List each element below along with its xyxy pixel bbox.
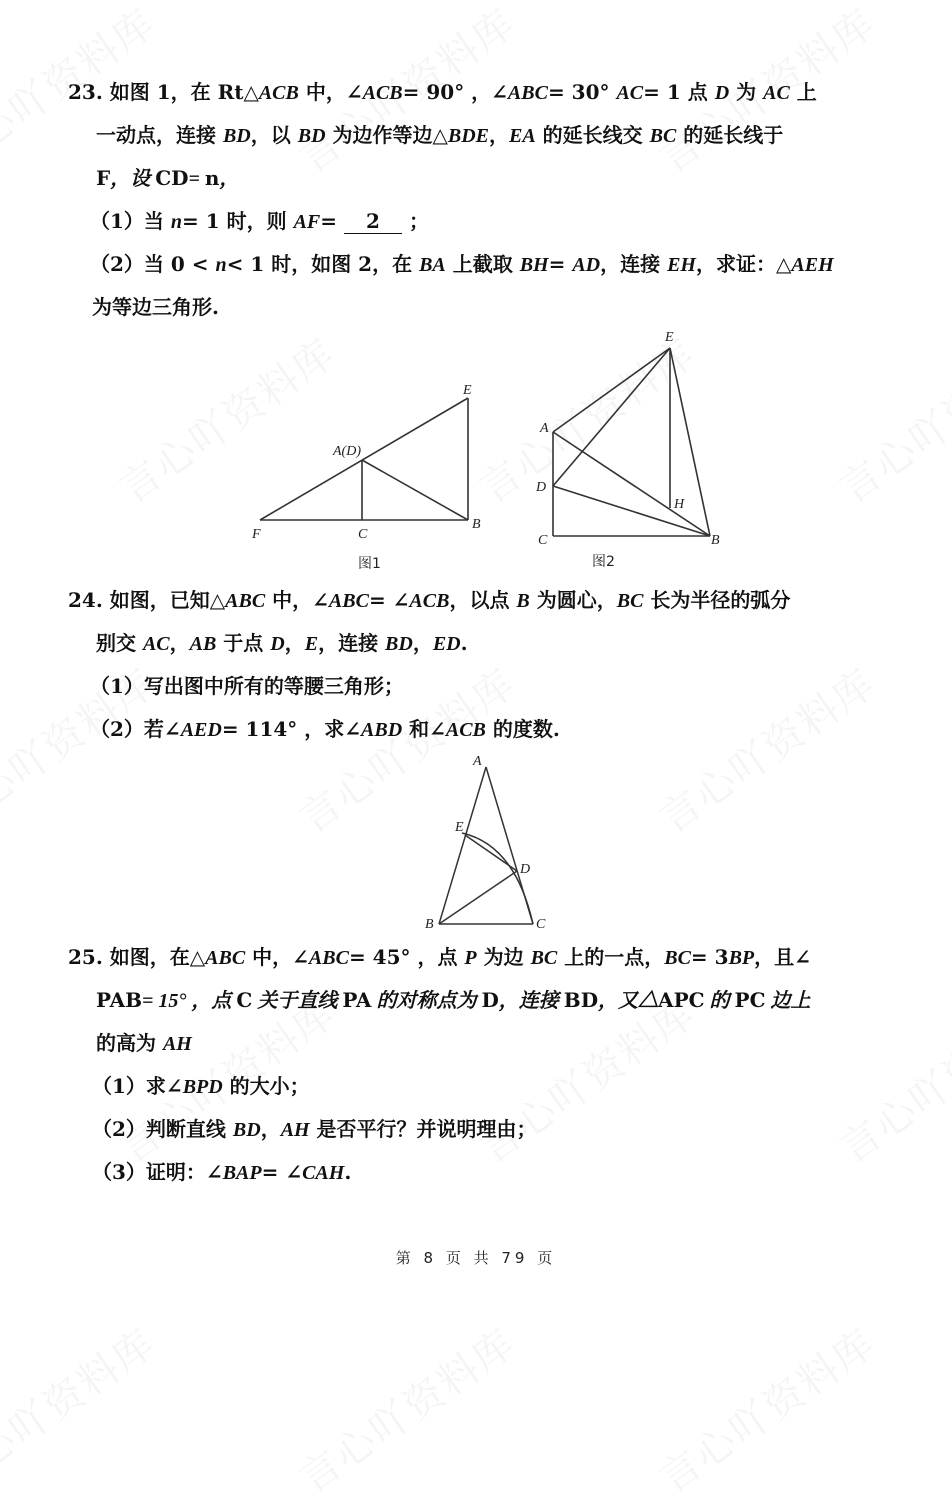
q25-part3: （3）证明：∠BAP= ∠CAH. — [92, 1160, 352, 1184]
q23-line2: 一动点，连接 BD，以 BD 为边作等边△BDE，EA 的延长线交 BC 的延长线于 — [96, 123, 784, 147]
fig1-label-c: C — [358, 527, 368, 542]
q24-part2: （2）若∠AED= 114° ，求∠ABD 和∠ACB 的度数. — [90, 717, 560, 741]
fig2-caption: 图2 — [592, 554, 615, 570]
q25-part1: （1）求∠BPD 的大小； — [92, 1074, 310, 1098]
q23-part2-line2: 为等边三角形. — [92, 295, 219, 319]
fig1-label-e: E — [463, 383, 472, 398]
fig2-label-b: B — [711, 533, 720, 548]
q23-part2-line1: （2）当 0 < n< 1 时，如图 2，在 BA 上截取 BH= AD，连接 EH，求证：△AEH — [90, 252, 834, 276]
fig2-label-e: E — [665, 330, 674, 345]
q25-line3: 的高为 AH — [96, 1031, 192, 1055]
fig24-label-c: C — [536, 917, 546, 932]
watermark-text — [286, 1313, 525, 1504]
q25-part2: （2）判断直线 BD，AH 是否平行？并说明理由； — [92, 1117, 537, 1141]
fig1-label-b: B — [472, 517, 481, 532]
q24-line1: 24. 如图，已知△ABC 中，∠ABC= ∠ACB，以点 B 为圆心，BC 长为半径的弧分 — [68, 588, 791, 612]
q23-line3: F，设 CD= n， — [96, 166, 240, 190]
q23-line1: 23. 如图 1，在 Rt△ACB 中，∠ACB= 90° ，∠ABC= 30° AC= 1 点 D 为 AC 上 — [68, 80, 817, 104]
fig2-label-h: H — [674, 497, 685, 512]
watermark-text — [646, 653, 885, 844]
fig2-label-c: C — [538, 533, 548, 548]
q24-figure — [400, 745, 570, 935]
q23-figure-1 — [240, 370, 510, 580]
watermark-text — [826, 323, 952, 514]
watermark-text — [0, 1313, 166, 1504]
q25-line2: PAB= 15° ，点 C 关于直线 PA 的对称点为 D，连接 BD，又△APC 的 PC 边上 — [96, 988, 811, 1012]
fig2-label-a: A — [540, 421, 549, 436]
watermark-text — [826, 983, 952, 1174]
fig1-label-a: A(D) — [333, 444, 361, 459]
fig24-label-d: D — [520, 862, 531, 877]
q23-part1: （1）当 n= 1 时，则 AF= 2 ； — [90, 209, 429, 233]
q24-line2: 别交 AC，AB 于点 D，E，连接 BD，ED. — [96, 631, 468, 655]
watermark-text — [646, 1313, 885, 1504]
fig24-label-e: E — [455, 820, 464, 835]
q24-part1: （1）写出图中所有的等腰三角形； — [90, 674, 404, 698]
page-footer: 第 8 页 共 79 页 — [395, 1249, 557, 1267]
fig24-label-b: B — [425, 917, 434, 932]
fig1-label-f: F — [252, 527, 261, 542]
q25-line1: 25. 如图，在△ABC 中，∠ABC= 45° ，点 P 为边 BC 上的一点，BC= 3BP，且∠ — [68, 945, 811, 969]
answer-blank: 2 — [344, 209, 402, 234]
q23-figure-2 — [520, 320, 750, 580]
fig24-label-a: A — [473, 754, 482, 769]
fig2-label-d: D — [536, 480, 547, 495]
fig1-caption: 图1 — [358, 556, 381, 572]
